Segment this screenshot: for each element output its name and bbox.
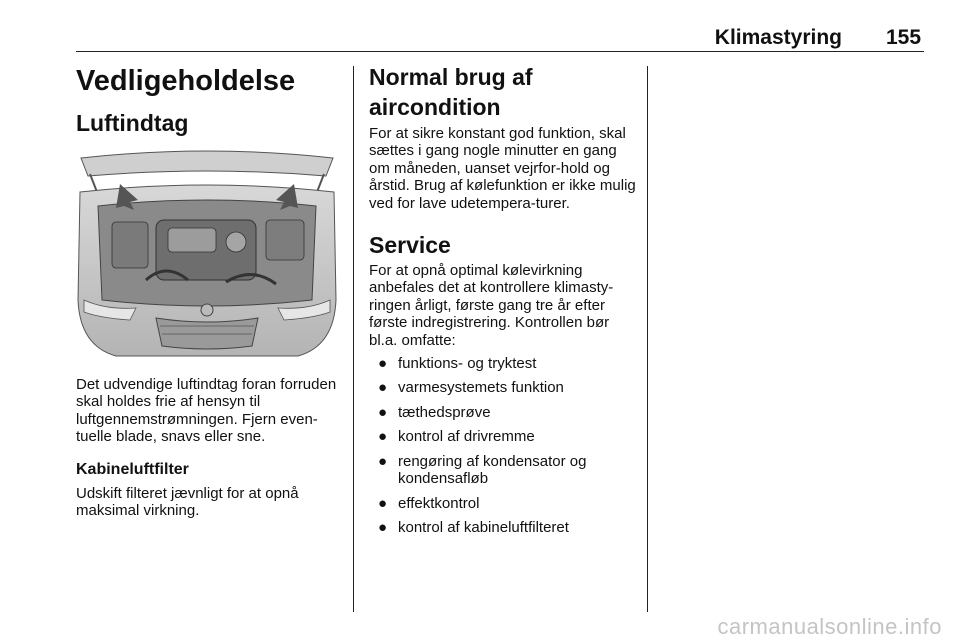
aircondition-paragraph: For at sikre konstant god funktion, skal sættes i gang nogle minutter en gang om måneden, uanset vejrfor-hold og årstid. Brug af kølefunktion er ikke mulig ved for lave udetempera-turer. [369, 125, 636, 212]
bullet-icon: ● [378, 403, 388, 421]
list-item [369, 519, 637, 536]
cabin-filter-heading: Kabineluftfilter [76, 460, 189, 478]
bullet-icon: ● [378, 494, 388, 512]
bullet-icon: ● [378, 518, 388, 536]
list-item-text: funktions- og tryktest [398, 355, 537, 373]
list-item [369, 495, 637, 512]
list-item [369, 404, 637, 421]
list-item-text: kontrol af kabineluftfilteret [398, 518, 569, 536]
bullet-icon: ● [378, 452, 388, 470]
engine-bay-illustration-icon [76, 150, 338, 362]
service-paragraph: For at opnå optimal kølevirkning anbefales det at kontrollere klimasty-ringen årligt, første gang tre år efter første indregistrering. Kontrollen bør bl.a. omfatte: [369, 262, 614, 349]
list-item-text: effektkontrol [398, 494, 480, 512]
column-divider-left [353, 66, 354, 612]
page-number: 155 [886, 26, 922, 49]
list-item [369, 428, 637, 445]
service-heading: Service [369, 232, 451, 259]
cabin-filter-paragraph: Udskift filteret jævnligt for at opnå maksimal virkning. [76, 484, 299, 520]
watermark: carmanualsonline.info [717, 614, 942, 639]
bullet-icon: ● [378, 428, 388, 446]
list-item-text: rengøring af kondensator og kondensafløb [398, 452, 587, 488]
header-rule [76, 51, 924, 52]
bullet-icon: ● [378, 355, 388, 373]
list-item [369, 379, 637, 396]
list-item-text: kontrol af drivremme [398, 428, 535, 446]
right-column [369, 62, 637, 543]
list-item [369, 355, 637, 372]
column-divider-right [647, 66, 648, 612]
list-item [369, 453, 637, 488]
list-item-text: varmesystemets funktion [398, 379, 564, 397]
running-header-title: Klimastyring [714, 26, 842, 49]
aircondition-heading: Normal brug af aircondition [369, 64, 533, 120]
bullet-icon: ● [378, 379, 388, 397]
left-column [76, 62, 344, 519]
service-checklist [369, 355, 637, 536]
sub-heading: Luftindtag [76, 110, 189, 136]
list-item-text: tæthedsprøve [398, 403, 491, 421]
intro-paragraph: Det udvendige luftindtag foran forruden skal holdes frie af hensyn til luftgennemstrømningen. Fjern even-tuelle blade, snavs eller sne. [76, 376, 337, 446]
main-heading: Vedligeholdelse [76, 65, 296, 97]
